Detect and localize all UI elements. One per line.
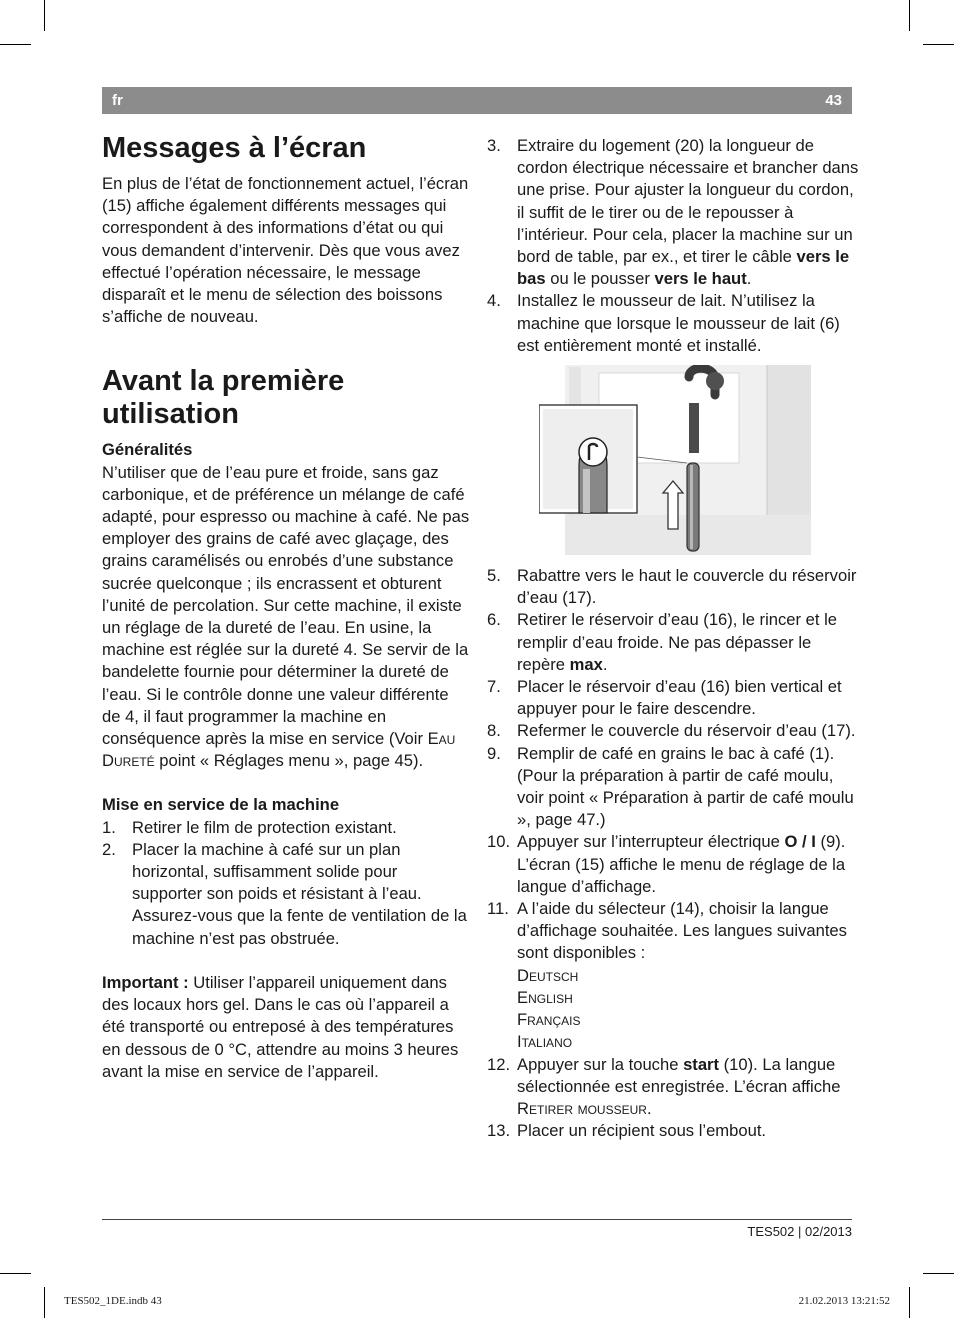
crop-mark [44,0,45,31]
list-item [487,290,859,357]
start-button-label: start [683,1054,720,1074]
step-text: Appuyer sur l’interrupteur électrique [517,832,780,852]
step-text: Retirer le réservoir d’eau (16), le rincer et le remplir d’eau froide. Ne pas dépasser le repère [517,610,838,674]
emphasis: vers le haut [654,269,747,289]
list-item [487,743,859,832]
language-option: English [517,987,573,1007]
step-text: Rabattre vers le haut le couvercle du réservoir d’eau (17). [517,566,857,608]
step-text: Extraire du logement (20) la longueur de cordon électrique nécessaire et brancher dans une prise. Pour ajuster la longueur du cordon, il suffit de le tirer ou de le repousser à l’intérieur. Pour cela, placer la machine sur un bord de table, par ex., et tirer le câble [517,136,859,267]
subheading-generalites: Généralités [102,440,193,460]
step-number: 5. [487,566,501,586]
list-item [487,720,859,742]
power-switch-label: O / I [784,832,816,852]
header-bar [102,87,852,114]
step-text: Remplir de café en grains le bac à café (1). (Pour la préparation à partir de café moulu, voir point « Préparation à partir de café moulu », page 47.) [517,743,854,830]
setup-steps-list [102,817,470,950]
left-column [102,132,470,1083]
list-item [487,898,859,1053]
step-number: 10. [487,832,511,852]
menu-reference: Eau Dureté [102,729,456,771]
display-message: Retirer mousseur [517,1098,647,1118]
emphasis: vers le bas [517,247,850,289]
generalites-paragraph [102,462,470,773]
generalites-text: N’utiliser que de l’eau pure et froide, sans gaz carbonique, et de préférence un mélange de café adapté, pour espresso ou machine à café. Ne pas employer des grains de café avec glaçage, des grains caramélisés ou enrobés d’une substance sucrée quelconque ; ils encrassent et obturent l’unité de percolation. Sur cette machine, il existe un réglage de la dureté de l’eau. En usine, la machine est réglée sur la dureté 4. Se servir de la bandelette fournie pour déterminer la dureté de l’eau. Si le contrôle donne une valeur différente de 4, il faut programmer la machine en conséquence après la mise en service (Voir [102,462,470,749]
print-slug-file: TES502_1DE.indb 43 [64,1295,162,1307]
step-number: 12. [487,1054,511,1074]
language-option: Français [517,1010,581,1030]
step-text: A l’aide du sélecteur (14), choisir la langue d’affichage souhaitée. Les langues suivantes sont disponibles : [517,899,847,963]
crop-mark [923,1273,954,1274]
step-number: 7. [487,677,501,697]
list-item [487,676,859,720]
page-number: 43 [825,92,842,109]
step-number: 9. [487,743,501,763]
language-code: fr [112,92,123,109]
footer-divider [102,1219,852,1220]
step-number: 8. [487,721,501,741]
section-title-messages: Messages à l’écran [102,132,367,164]
crop-mark [0,1273,31,1274]
step-text: Refermer le couvercle du réservoir d’eau (17). [517,721,856,741]
step-text: Appuyer sur la touche [517,1054,679,1074]
list-item [102,817,470,839]
list-item [487,831,859,898]
step-text: Placer le réservoir d’eau (16) bien vertical et appuyer pour le faire descendre. [517,677,842,719]
list-item [487,1054,859,1121]
step-text: (10). La langue sélectionnée est enregistrée. L’écran affiche [517,1054,841,1096]
step-text: . [746,269,752,289]
step-text: Retirer le film de protection existant. [132,817,397,837]
list-item [102,839,470,950]
subheading-mise-en-service: Mise en service de la machine [102,795,340,815]
step-number: 13. [487,1121,511,1141]
messages-paragraph: En plus de l’état de fonctionnement actuel, l’écran (15) affiche également différents messages qui correspondent à des informations d’état ou qui vous demandent d’intervenir. Dès que vous avez effectué l’opération nécessaire, le message disparaît et le menu de sélection des boissons s’affiche de nouveau. [102,174,469,327]
important-label: Important : [102,972,189,992]
step-text: . [646,1098,652,1118]
crop-mark [909,1287,910,1318]
list-item [487,1120,859,1142]
step-number: 2. [102,839,116,859]
milk-frother-illustration [539,365,811,555]
step-number: 6. [487,610,501,630]
crop-mark [44,1287,45,1318]
step-text: Placer un récipient sous l’embout. [517,1121,767,1141]
crop-mark [0,44,31,45]
important-text: Utiliser l’appareil uniquement dans des locaux hors gel. Dans le cas où l’appareil a été transporté ou entreposé à des températures en dessous de 0 °C, attendre au moins 3 heures avant la mise en service de l’appareil. [102,972,459,1081]
milk-frother-drawing [539,365,811,555]
generalites-text-end: point « Réglages menu », page 45). [159,751,424,771]
crop-mark [909,0,910,31]
list-item [487,565,859,609]
section-title-first-use: Avant la première utilisation [102,365,345,431]
language-option: Italiano [517,1032,573,1052]
setup-steps-list-final [487,565,859,1142]
list-item [487,135,859,290]
important-note [102,972,470,1083]
step-number: 11. [487,899,509,919]
right-column [487,135,859,1142]
step-number: 4. [487,291,501,311]
print-slug-date: 21.02.2013 13:21:52 [798,1295,890,1307]
step-number: 3. [487,136,501,155]
step-text: (9). L’écran (15) affiche le menu de réglage de la langue d’affichage. [517,832,846,896]
step-number: 1. [102,817,116,837]
step-text: ou le pousser [550,269,650,289]
step-text: . [602,654,608,674]
crop-mark [923,44,954,45]
list-item [487,609,859,676]
language-option: Deutsch [517,965,579,985]
step-text: Installez le mousseur de lait. N’utilisez la machine que lorsque le mousseur de lait (6) est entièrement monté et installé. [517,291,840,355]
emphasis: max [569,654,603,674]
step-text: Placer la machine à café sur un plan horizontal, suffisamment solide pour supporter son poids et résistant à l’eau. Assurez-vous que la fente de ventilation de la machine n’est pas obstruée. [132,839,467,948]
setup-steps-list-continued [487,135,859,357]
document-reference: TES502 | 02/2013 [747,1224,852,1239]
